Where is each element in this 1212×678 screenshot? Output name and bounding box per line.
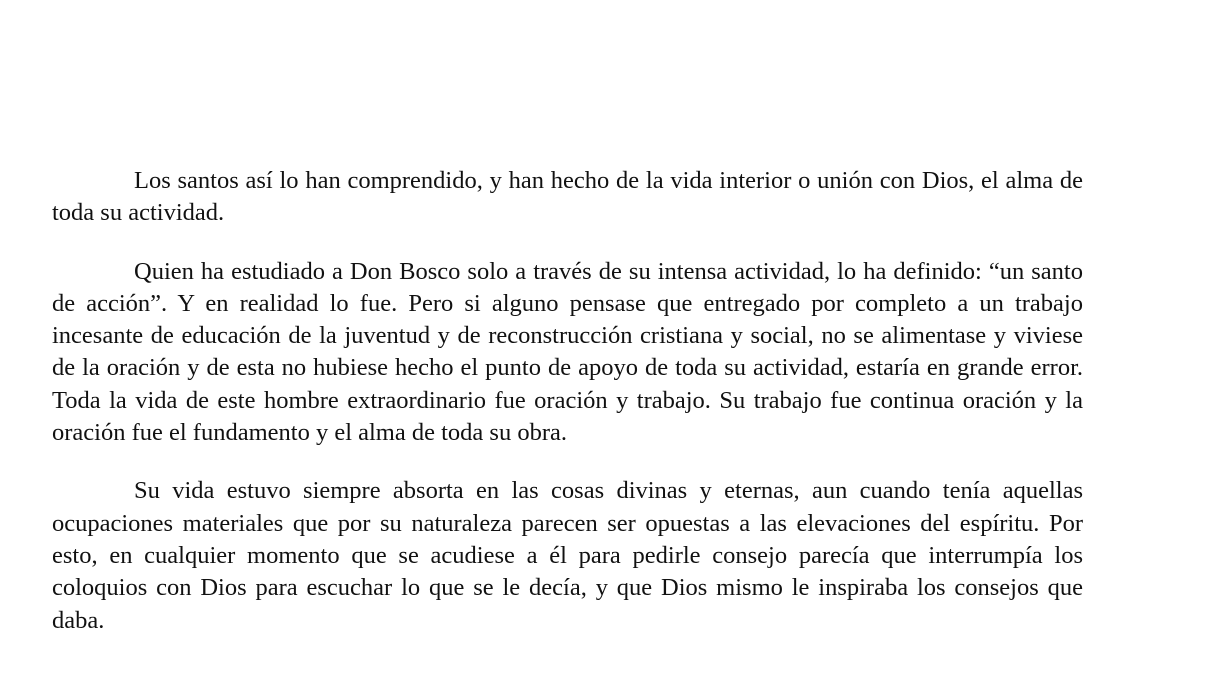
document-page	[52, 165, 1083, 663]
paragraph-3: Su vida estuvo siempre absorta en las cosas divinas y eternas, aun cuando tenía aquellas ocupaciones materiales que por su naturaleza parecen ser opuestas a las elevaciones del espíritu. Por esto, en cualquier momento que se acudiese a él para pedirle consejo parecía que interrumpía los coloquios con Dios para escuchar lo que se le decía, y que Dios mismo le inspiraba los consejos que daba.	[52, 477, 1083, 634]
paragraph-2: Quien ha estudiado a Don Bosco solo a través de su intensa actividad, lo ha definido: “un santo de acción”. Y en realidad lo fue. Pero si alguno pensase que entregado por completo a un trabajo incesante de educación de la juventud y de reconstrucción cristiana y social, no se alimentase y viviese de la oración y de esta no hubiese hecho el punto de apoyo de toda su actividad, estaría en grande error. Toda la vida de este hombre extraordinario fue oración y trabajo. Su trabajo fue continua oración y la oración fue el fundamento y el alma de toda su obra.	[52, 257, 1083, 447]
paragraph-1: Los santos así lo han comprendido, y han hecho de la vida interior o unión con Dios, el alma de toda su actividad.	[52, 167, 1083, 227]
